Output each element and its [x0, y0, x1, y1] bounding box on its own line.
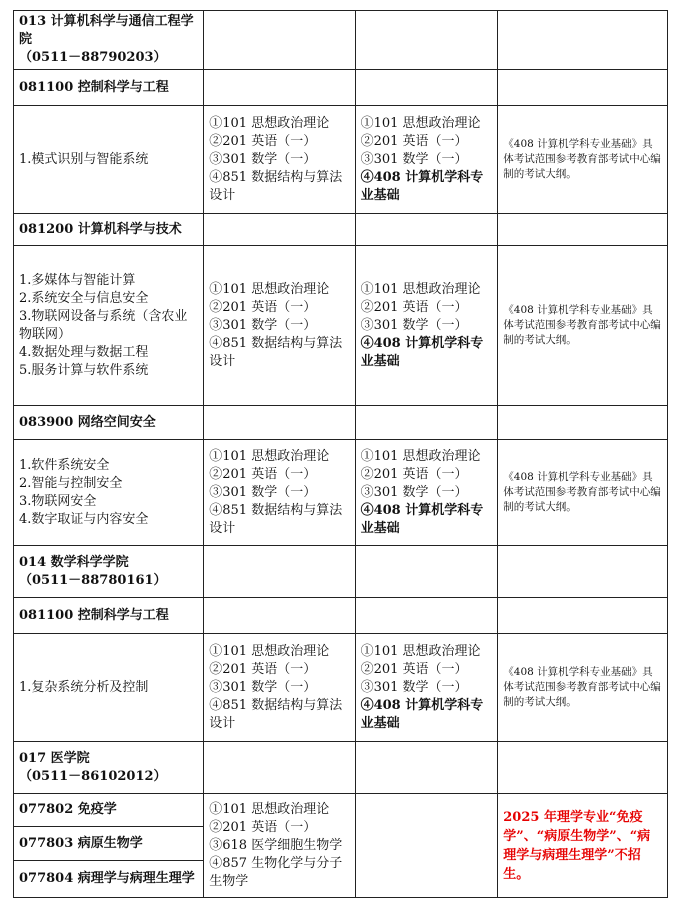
exam-subjects-med: ①101 思想政治理论 ②201 英语（一） ③618 医学细胞生物学 ④857 生物化学与分子生物学	[204, 794, 355, 898]
college-017-header: 017 医学院 （0511－86102012）	[14, 742, 204, 794]
college-014-header: 014 数学科学学院 （0511－88780161）	[14, 546, 204, 598]
remark: 《408 计算机学科专业基础》具体考试范围参考教育部考试中心编制的考试大纲。	[498, 106, 668, 214]
remark: 《408 计算机学科专业基础》具体考试范围参考教育部考试中心编制的考试大纲。	[498, 440, 668, 546]
exam-subjects-b: ①101 思想政治理论 ②201 英语（一） ③301 数学（一） ④408 计算机学科专业基础	[355, 440, 498, 546]
admissions-table	[13, 10, 668, 898]
major-083900-header: 083900 网络空间安全	[14, 406, 204, 440]
no-enrollment-notice: 2025 年理学专业“免疫学”、“病原生物学”、“病理学与病理生理学”不招生。	[498, 794, 668, 898]
college-013-header: 013 计算机科学与通信工程学院 （0511－88790203）	[14, 11, 204, 70]
exam-subjects-a: ①101 思想政治理论 ②201 英语（一） ③301 数学（一） ④851 数据结构与算法设计	[204, 246, 355, 406]
major-077803-header: 077803 病原生物学	[14, 827, 204, 861]
exam-subjects-b: ①101 思想政治理论 ②201 英语（一） ③301 数学（一） ④408 计算机学科专业基础	[355, 246, 498, 406]
major-077802-header: 077802 免疫学	[14, 794, 204, 827]
research-directions: 1.多媒体与智能计算 2.系统安全与信息安全 3.物联网设备与系统（含农业物联网） 4.数据处理与数据工程 5.服务计算与软件系统	[14, 246, 204, 406]
major-081100-header: 081100 控制科学与工程	[14, 70, 204, 106]
remark: 《408 计算机学科专业基础》具体考试范围参考教育部考试中心编制的考试大纲。	[498, 634, 668, 742]
remark: 《408 计算机学科专业基础》具体考试范围参考教育部考试中心编制的考试大纲。	[498, 246, 668, 406]
research-directions: 1.软件系统安全 2.智能与控制安全 3.物联网安全 4.数字取证与内容安全	[14, 440, 204, 546]
major-081100-header: 081100 控制科学与工程	[14, 598, 204, 634]
major-081200-header: 081200 计算机科学与技术	[14, 214, 204, 246]
research-directions: 1.复杂系统分析及控制	[14, 634, 204, 742]
research-directions: 1.模式识别与智能系统	[14, 106, 204, 214]
exam-subjects-a: ①101 思想政治理论 ②201 英语（一） ③301 数学（一） ④851 数据结构与算法设计	[204, 106, 355, 214]
exam-subjects-b: ①101 思想政治理论 ②201 英语（一） ③301 数学（一） ④408 计算机学科专业基础	[355, 106, 498, 214]
exam-subjects-a: ①101 思想政治理论 ②201 英语（一） ③301 数学（一） ④851 数据结构与算法设计	[204, 440, 355, 546]
major-077804-header: 077804 病理学与病理生理学	[14, 861, 204, 898]
exam-subjects-a: ①101 思想政治理论 ②201 英语（一） ③301 数学（一） ④851 数据结构与算法设计	[204, 634, 355, 742]
exam-subjects-b: ①101 思想政治理论 ②201 英语（一） ③301 数学（一） ④408 计算机学科专业基础	[355, 634, 498, 742]
